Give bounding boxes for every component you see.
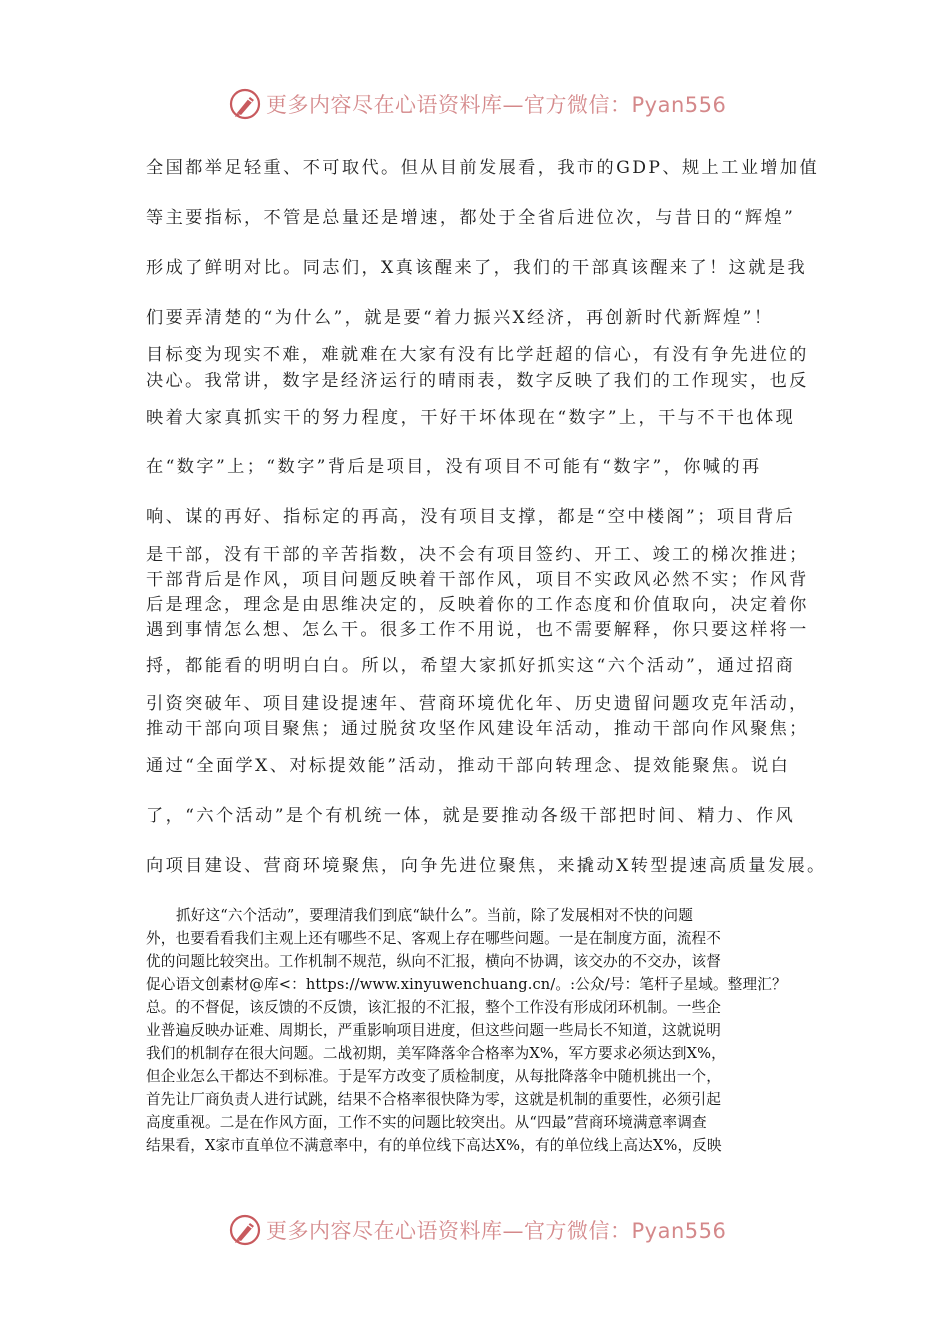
pen-nib-icon	[228, 1213, 262, 1247]
banner-text: 更多内容尽在心语资料库—官方微信：Pyan556	[266, 93, 727, 117]
text-line: 形成了鲜明对比。同志们，X真该醒来了，我们的干部真该醒来了！这就是我	[146, 258, 808, 278]
text-line: 们要弄清楚的“为什么”，就是要“着力振兴X经济，再创新时代新辉煌”！	[146, 308, 774, 328]
text-line: 向项目建设、营商环境聚焦，向争先进位聚焦，来撬动X转型提速高质量发展。	[146, 856, 827, 876]
text-line: 决心。我常讲，数字是经济运行的晴雨表，数字反映了我们的工作现实，也反	[146, 371, 809, 391]
text-line: 促心语文创素材@库<：https://www.xinyuwenchuang.cn/。:公众/号：笔杆子星域。整理汇？	[146, 976, 787, 993]
text-line: 了，“六个活动”是个有机统一体，就是要推动各级干部把时间、精力、作风	[146, 806, 796, 826]
text-line: 是干部，没有干部的辛苦指数，决不会有项目签约、开工、竣工的梯次推进；	[146, 545, 809, 565]
text-line: 干部背后是作风，项目问题反映着干部作风，项目不实政风必然不实；作风背	[146, 570, 809, 590]
text-line: 高度重视。二是在作风方面，工作不实的问题比较突出。从“四最”营商环境满意率调查	[146, 1114, 707, 1131]
pen-nib-icon	[228, 87, 262, 121]
text-line: 等主要指标，不管是总量还是增速，都处于全省后进位次，与昔日的“辉煌”	[146, 208, 796, 228]
text-line: 总。的不督促，该反馈的不反馈，该汇报的不汇报，整个工作没有形成闭环机制。一些企	[146, 999, 722, 1016]
header-banner	[228, 84, 748, 124]
text-line: 我们的机制存在很大问题。二战初期，美军降落伞合格率为X%，军方要求必须达到X%，	[146, 1045, 726, 1062]
text-line: 抓好这“六个活动”，要理清我们到底“缺什么”。当前，除了发展相对不快的问题	[176, 907, 693, 924]
text-line: 在“数字”上；“数字”背后是项目，没有项目不可能有“数字”，你喊的再	[146, 457, 762, 477]
banner-text: 更多内容尽在心语资料库—官方微信：Pyan556	[266, 1219, 727, 1243]
text-line: 但企业怎么干都达不到标准。于是军方改变了质检制度，从每批降落伞中随机挑出一个，	[146, 1068, 722, 1085]
text-line: 引资突破年、项目建设提速年、营商环境优化年、历史遗留问题攻克年活动，	[146, 694, 809, 714]
text-line: 业普遍反映办证难、周期长，严重影响项目进度，但这些问题一些局长不知道，这就说明	[146, 1022, 722, 1039]
text-line: 优的问题比较突出。工作机制不规范，纵向不汇报，横向不协调，该交办的不交办，该督	[146, 953, 722, 970]
paragraph-section-2	[146, 904, 806, 1157]
text-line: 捋，都能看的明明白白。所以，希望大家抓好抓实这“六个活动”，通过招商	[146, 656, 796, 676]
text-line: 目标变为现实不难，难就难在大家有没有比学赶超的信心，有没有争先进位的	[146, 345, 809, 365]
text-line: 后是理念，理念是由思维决定的，反映着你的工作态度和价值取向，决定着你	[146, 595, 809, 615]
text-line: 结果看，X家市直单位不满意率中，有的单位线下高达X%，有的单位线上高达X%，反映	[146, 1137, 722, 1154]
footer-banner	[228, 1210, 748, 1250]
text-line: 映着大家真抓实干的努力程度，干好干坏体现在“数字”上，干与不干也体现	[146, 408, 796, 428]
text-line: 推动干部向项目聚焦；通过脱贫攻坚作风建设年活动，推动干部向作风聚焦；	[146, 719, 809, 739]
text-line: 遇到事情怎么想、怎么干。很多工作不用说，也不需要解释，你只要这样将一	[146, 620, 809, 640]
text-line: 全国都举足轻重、不可取代。但从目前发展看，我市的GDP、规上工业增加值	[146, 158, 820, 178]
text-line: 外，也要看看我们主观上还有哪些不足、客观上存在哪些问题。一是在制度方面，流程不	[146, 930, 722, 947]
text-line: 响、谋的再好、指标定的再高，没有项目支撑，都是“空中楼阁”；项目背后	[146, 507, 796, 527]
text-line: 首先让厂商负责人进行试跳，结果不合格率很快降为零，这就是机制的重要性，必须引起	[146, 1091, 722, 1108]
text-line: 通过“全面学X、对标提效能”活动，推动干部向转理念、提效能聚焦。说白	[146, 756, 791, 776]
